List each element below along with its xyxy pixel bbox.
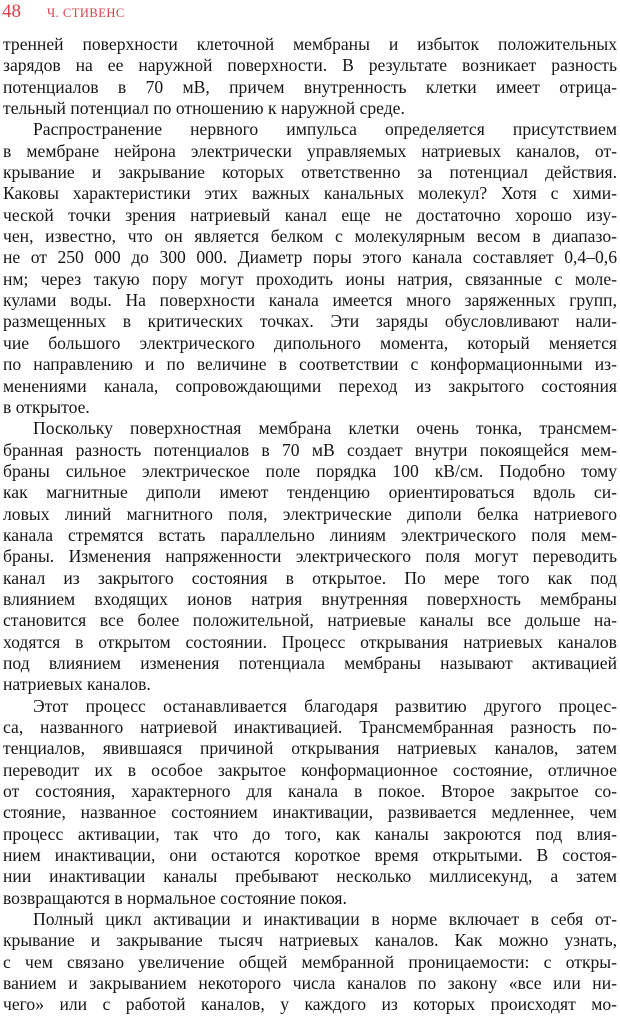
text-line: тельный потенциал по отношению к наружной среде. — [3, 98, 405, 119]
text-line: влиянием входящих ионов натрия внутренняя поверхность мембраны — [3, 588, 617, 609]
text-line: тренней поверхности клеточной мембраны и избыток положительных — [3, 34, 617, 54]
page-header — [0, 0, 620, 30]
text-line: ловых линий магнитного поля, электрические диполи белка натриевого — [3, 503, 617, 524]
text-line: менениями канала, сопровождающими переход из закрытого состояния — [3, 375, 617, 396]
text-line: нии инактивации каналы пребывают несколько миллисекунд, а затем — [3, 866, 617, 887]
text-line: потенциалов в 70 мВ, причем внутренность клетки имеет отрица- — [3, 76, 617, 97]
text-line: браны. Изменения напряженности электрического поля могут переводить — [3, 546, 617, 567]
text-line: стояние, названное состоянием инактивации, развивается медленнее, чем — [3, 802, 617, 823]
text-line: натриевых каналов. — [3, 674, 151, 695]
paragraph-first-line: Распространение нервного импульса определяется присутствием — [33, 119, 617, 140]
text-line: нием инактивации, они остаются короткое время открытыми. В состоя- — [3, 845, 617, 866]
text-line: браны сильное электрическое поле порядка 100 кВ/см. Подобно тому — [3, 460, 617, 481]
paragraph-first-line: Поскольку поверхностная мембрана клетки очень тонка, трансмем- — [33, 418, 617, 439]
text-line: процесс активации, так что до того, как каналы закроются под влия- — [3, 823, 617, 844]
text-line: чие большого электрического дипольного момента, который меняется — [3, 332, 617, 353]
text-line: становится все более положительной, натриевые каналы все дольше на- — [3, 610, 617, 631]
text-line: от состояния, характерного для канала в покое. Второе закрытое со- — [3, 781, 617, 802]
text-line: тенциалов, явившаяся причиной открывания натриевых каналов, затем — [3, 738, 617, 759]
body-text — [0, 34, 620, 1016]
text-line: нм; через такую пору могут проходить ионы натрия, связанные с моле- — [3, 268, 617, 289]
text-line: чего» или с работой каналов, у каждого из которых происходят мо- — [3, 994, 617, 1015]
text-line: чен, известно, что он является белком с молекулярным весом в диапазо- — [3, 226, 617, 247]
paragraph-first-line: Полный цикл активации и инактивации в норме включает в себя от- — [33, 909, 617, 930]
text-line: в мембране нейрона электрически управляемых натриевых каналов, от- — [3, 140, 617, 161]
text-line: в открытое. — [3, 396, 90, 417]
text-line: с чем связано увеличение общей мембранной проницаемости: с откры- — [3, 951, 617, 972]
text-line: по направлению и по величине в соответствии с конформационными из- — [3, 354, 617, 375]
text-line: ходятся в открытом состоянии. Процесс открывания натриевых каналов — [3, 631, 617, 652]
text-line: зарядов на ее наружной поверхности. В результате возникает разность — [3, 55, 617, 76]
text-line: как магнитные диполи имеют тенденцию ориентироваться вдоль си- — [3, 482, 617, 503]
text-line: переводит их в особое закрытое конформационное состояние, отличное — [3, 759, 617, 780]
text-line: не от 250 000 до 300 000. Диаметр поры этого канала составляет 0,4–0,6 — [3, 247, 617, 268]
text-line: возвращаются в нормальное состояние покоя. — [3, 887, 347, 908]
text-line: крывание и закрывание тысяч натриевых каналов. Как можно узнать, — [3, 930, 617, 951]
text-line: ванием и закрыванием некоторого числа каналов по закону «все или ни- — [3, 973, 617, 994]
page-number: 48 — [2, 1, 21, 22]
text-line: ческой точки зрения натриевый канал еще не достаточно хорошо изу- — [3, 204, 617, 225]
text-line: са, названного натриевой инактивацией. Трансмембранная разность по- — [3, 717, 617, 737]
text-line: Каковы характеристики этих важных канальных молекул? Хотя с хими- — [3, 183, 617, 204]
running-head: Ч. СТИВЕНС — [47, 6, 125, 20]
text-line: крывание и закрывание которых ответственно за потенциал действия. — [3, 162, 617, 183]
paragraph-first-line: Этот процесс останавливается благодаря развитию другого процес- — [33, 695, 617, 716]
text-line: под влиянием изменения потенциала мембраны называют активацией — [3, 652, 617, 673]
text-line: кулами воды. На поверхности канала имеется много заряженных групп, — [3, 290, 617, 311]
text-line: бранная разность потенциалов в 70 мВ создает внутри покоящейся мем- — [3, 439, 617, 460]
text-line: канал из закрытого состояния в открытое. По мере того как под — [3, 567, 617, 588]
text-line: канала стремятся встать параллельно линиям электрического поля мем- — [3, 524, 617, 545]
text-line: размещенных в критических точках. Эти заряды обусловливают нали- — [3, 311, 617, 332]
